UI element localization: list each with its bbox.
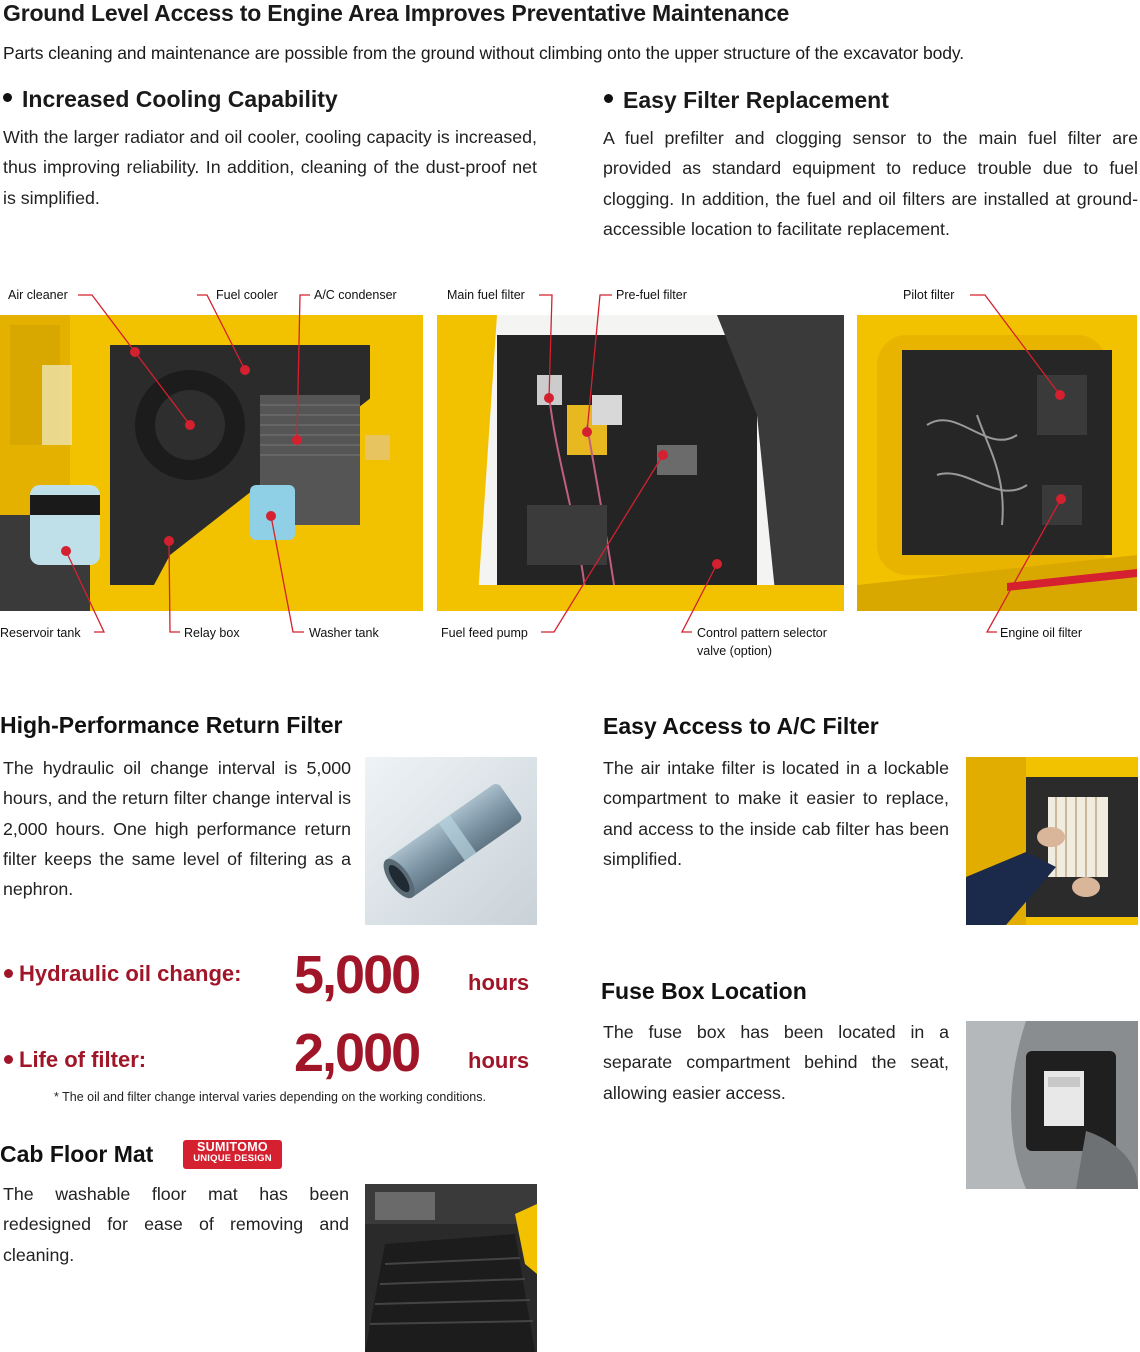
callout-main-fuel-filter: Main fuel filter (447, 288, 525, 302)
bullet-icon (4, 969, 13, 978)
filter-life-label (4, 1047, 146, 1073)
oil-change-label (4, 961, 242, 987)
intro-text: Parts cleaning and maintenance are possible from the ground without climbing onto the upper structure of the excavator body. (3, 43, 965, 63)
oil-change-value: 5,000 (294, 945, 420, 1005)
ac-filter-text: The air intake filter is located in a lockable compartment to make it easier to replace, and access to the inside cab filter has been simplified. (603, 758, 949, 869)
callout-reservoir-tank: Reservoir tank (0, 626, 81, 640)
callout-relay-box: Relay box (184, 626, 240, 640)
photo-ac-filter (966, 757, 1138, 925)
photo-radiator-compartment (0, 315, 423, 611)
callout-fuel-cooler: Fuel cooler (216, 288, 278, 302)
callout-ac-condenser: A/C condenser (314, 288, 397, 302)
fuse-box-title: Fuse Box Location (601, 978, 807, 1004)
photo-return-filter (365, 757, 537, 925)
oil-change-label-text: Hydraulic oil change: (19, 961, 242, 986)
cooling-text: With the larger radiator and oil cooler, cooling capacity is increased, thus improving reliability. In addition, cleaning of the dust-proof net is simplified. (3, 127, 537, 208)
filter-title: Easy Filter Replacement (623, 87, 889, 113)
filter-life-value: 2,000 (294, 1023, 420, 1083)
fuse-box-text: The fuse box has been located in a separate compartment behind the seat, allowing easier access. (603, 1022, 949, 1103)
callout-washer-tank: Washer tank (309, 626, 379, 640)
photo-floor-mat (365, 1184, 537, 1352)
photo-fuel-filter-compartment (437, 315, 844, 611)
badge-line1: SUMITOMO (197, 1140, 268, 1154)
cooling-heading (3, 86, 338, 113)
callout-control-pattern-line2: valve (option) (697, 644, 773, 658)
ac-filter-title: Easy Access to A/C Filter (603, 713, 879, 739)
filter-life-label-text: Life of filter: (19, 1047, 147, 1072)
bullet-icon (3, 93, 12, 102)
return-filter-title: High-Performance Return Filter (0, 712, 343, 738)
photo-fuse-box (966, 1021, 1138, 1189)
callout-pre-fuel-filter: Pre-fuel filter (616, 288, 687, 302)
callout-fuel-feed-pump: Fuel feed pump (441, 626, 528, 640)
filter-text: A fuel prefilter and clogging sensor to the main fuel filter are provided as standard equipment to reduce trouble due to fuel clogging. In addition, the fuel and oil filters are installed at ground-accessible location to facilitate replacement. (603, 128, 1138, 239)
cooling-title: Increased Cooling Capability (22, 86, 338, 112)
filter-heading (604, 87, 889, 114)
photo-pilot-filter-compartment (857, 315, 1137, 611)
page-title: Ground Level Access to Engine Area Improves Preventative Maintenance (3, 0, 790, 26)
oil-change-unit: hours (468, 970, 530, 995)
filter-life-unit: hours (468, 1048, 530, 1073)
sumitomo-unique-design-badge (183, 1140, 282, 1169)
return-filter-text: The hydraulic oil change interval is 5,000 hours, and the return filter change interval is 2,000 hours. One high performance return filter keeps the same level of filtering as a nephron. (3, 758, 351, 900)
callout-control-pattern-line1: Control pattern selector (697, 626, 827, 640)
callout-air-cleaner: Air cleaner (8, 288, 68, 302)
bullet-icon (604, 94, 613, 103)
callout-pilot-filter: Pilot filter (903, 288, 955, 302)
bullet-icon (4, 1055, 13, 1064)
floor-mat-title: Cab Floor Mat (0, 1141, 154, 1167)
interval-note: * The oil and filter change interval varies depending on the working conditions. (54, 1090, 486, 1104)
badge-line2: UNIQUE DESIGN (193, 1153, 272, 1164)
floor-mat-text: The washable floor mat has been redesigned for ease of removing and cleaning. (3, 1184, 349, 1265)
callout-engine-oil-filter: Engine oil filter (1000, 626, 1082, 640)
